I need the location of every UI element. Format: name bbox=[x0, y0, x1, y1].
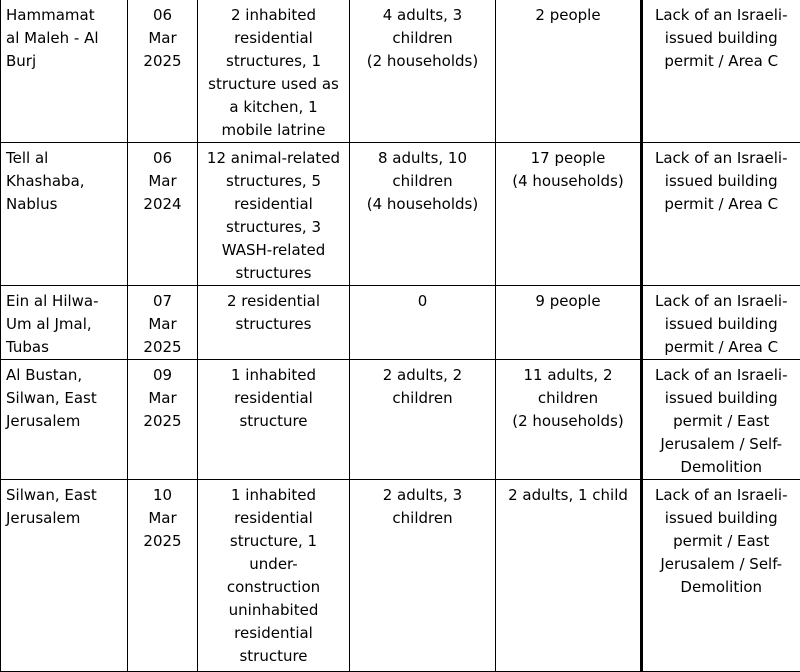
date-cell-line: Mar bbox=[133, 387, 192, 410]
reason-cell-line: issued building bbox=[648, 507, 795, 530]
table-row bbox=[1, 143, 800, 286]
date-cell bbox=[128, 286, 198, 360]
location-cell-line: Tubas bbox=[6, 336, 122, 359]
displaced-cell-line: 9 people bbox=[501, 290, 635, 313]
displaced-cell-line: (4 households) bbox=[501, 170, 635, 193]
displaced-cell bbox=[496, 360, 642, 480]
affected-cell-line: children bbox=[355, 387, 490, 410]
structures-cell-line: structures, 5 bbox=[203, 170, 344, 193]
displaced-cell-line: 2 adults, 1 child bbox=[501, 484, 635, 507]
structures-cell-line: 1 inhabited bbox=[203, 484, 344, 507]
affected-cell-line: 0 bbox=[355, 290, 490, 313]
reason-cell-line: permit / Area C bbox=[648, 193, 795, 216]
table-row bbox=[1, 360, 800, 480]
reason-cell-line: Demolition bbox=[648, 456, 795, 479]
structures-cell-line: structure, 1 bbox=[203, 530, 344, 553]
reason-cell-line: Jerusalem / Self- bbox=[648, 553, 795, 576]
reason-cell-line: Lack of an Israeli- bbox=[648, 4, 795, 27]
date-cell-line: 06 bbox=[133, 147, 192, 170]
location-cell-line: Al Bustan, bbox=[6, 364, 122, 387]
date-cell bbox=[128, 360, 198, 480]
location-cell-line: Silwan, East bbox=[6, 484, 122, 507]
location-cell bbox=[1, 286, 128, 360]
table-body bbox=[1, 0, 800, 672]
structures-cell-line: 12 animal-related bbox=[203, 147, 344, 170]
affected-cell bbox=[350, 143, 496, 286]
reason-cell-line: Lack of an Israeli- bbox=[648, 484, 795, 507]
date-cell-line: Mar bbox=[133, 170, 192, 193]
reason-cell-line: permit / East bbox=[648, 410, 795, 433]
displaced-cell-line: 2 people bbox=[501, 4, 635, 27]
location-cell-line: Burj bbox=[6, 50, 122, 73]
structures-cell bbox=[198, 286, 350, 360]
structures-cell-line: structure bbox=[203, 645, 344, 668]
structures-cell-line: structures bbox=[203, 313, 344, 336]
location-cell-line: Jerusalem bbox=[6, 410, 122, 433]
location-cell-line: Nablus bbox=[6, 193, 122, 216]
structures-cell-line: uninhabited bbox=[203, 599, 344, 622]
structures-cell-line: residential bbox=[203, 622, 344, 645]
date-cell-line: 2025 bbox=[133, 50, 192, 73]
affected-cell-line: 8 adults, 10 bbox=[355, 147, 490, 170]
structures-cell-line: under- bbox=[203, 553, 344, 576]
reason-cell-line: Lack of an Israeli- bbox=[648, 147, 795, 170]
location-cell bbox=[1, 143, 128, 286]
displaced-cell-line: 11 adults, 2 bbox=[501, 364, 635, 387]
structures-cell-line: structures, 3 bbox=[203, 216, 344, 239]
location-cell bbox=[1, 480, 128, 672]
affected-cell bbox=[350, 480, 496, 672]
date-cell-line: Mar bbox=[133, 507, 192, 530]
structures-cell-line: residential bbox=[203, 27, 344, 50]
date-cell-line: 09 bbox=[133, 364, 192, 387]
table-row bbox=[1, 480, 800, 672]
date-cell-line: 2025 bbox=[133, 530, 192, 553]
affected-cell bbox=[350, 360, 496, 480]
reason-cell-line: Demolition bbox=[648, 576, 795, 599]
structures-cell-line: structure bbox=[203, 410, 344, 433]
reason-cell-line: issued building bbox=[648, 27, 795, 50]
location-cell-line: Khashaba, bbox=[6, 170, 122, 193]
structures-cell-line: structures, 1 bbox=[203, 50, 344, 73]
structures-cell-line: structure used as bbox=[203, 73, 344, 96]
structures-cell-line: residential bbox=[203, 507, 344, 530]
structures-cell bbox=[198, 143, 350, 286]
reason-cell-line: permit / Area C bbox=[648, 50, 795, 73]
structures-cell-line: residential bbox=[203, 193, 344, 216]
location-cell bbox=[1, 0, 128, 143]
reason-cell-line: permit / East bbox=[648, 530, 795, 553]
location-cell-line: Hammamat bbox=[6, 4, 122, 27]
reason-cell-line: issued building bbox=[648, 313, 795, 336]
reason-cell-line: issued building bbox=[648, 387, 795, 410]
reason-cell-line: permit / Area C bbox=[648, 336, 795, 359]
reason-cell bbox=[642, 0, 800, 143]
location-cell-line: al Maleh - Al bbox=[6, 27, 122, 50]
location-cell-line: Jerusalem bbox=[6, 507, 122, 530]
structures-cell bbox=[198, 360, 350, 480]
structures-cell-line: residential bbox=[203, 387, 344, 410]
structures-cell-line: a kitchen, 1 bbox=[203, 96, 344, 119]
reason-cell bbox=[642, 480, 800, 672]
structures-cell-line: structures bbox=[203, 262, 344, 285]
reason-cell bbox=[642, 143, 800, 286]
location-cell-line: Tell al bbox=[6, 147, 122, 170]
date-cell-line: 10 bbox=[133, 484, 192, 507]
affected-cell-line: children bbox=[355, 27, 490, 50]
table-row bbox=[1, 0, 800, 143]
displaced-cell-line: (2 households) bbox=[501, 410, 635, 433]
affected-cell-line: children bbox=[355, 507, 490, 530]
date-cell bbox=[128, 480, 198, 672]
displaced-cell-line: children bbox=[501, 387, 635, 410]
affected-cell bbox=[350, 0, 496, 143]
structures-cell-line: mobile latrine bbox=[203, 119, 344, 142]
date-cell-line: Mar bbox=[133, 313, 192, 336]
date-cell-line: Mar bbox=[133, 27, 192, 50]
date-cell-line: 2025 bbox=[133, 336, 192, 359]
displaced-cell bbox=[496, 480, 642, 672]
affected-cell-line: 2 adults, 3 bbox=[355, 484, 490, 507]
affected-cell-line: (2 households) bbox=[355, 50, 490, 73]
structures-cell-line: 2 inhabited bbox=[203, 4, 344, 27]
affected-cell-line: 4 adults, 3 bbox=[355, 4, 490, 27]
date-cell-line: 06 bbox=[133, 4, 192, 27]
location-cell-line: Um al Jmal, bbox=[6, 313, 122, 336]
affected-cell-line: (4 households) bbox=[355, 193, 490, 216]
displaced-cell bbox=[496, 143, 642, 286]
affected-cell-line: children bbox=[355, 170, 490, 193]
date-cell bbox=[128, 143, 198, 286]
reason-cell-line: Lack of an Israeli- bbox=[648, 364, 795, 387]
location-cell-line: Silwan, East bbox=[6, 387, 122, 410]
structures-cell bbox=[198, 0, 350, 143]
structures-cell bbox=[198, 480, 350, 672]
structures-cell-line: 1 inhabited bbox=[203, 364, 344, 387]
affected-cell-line: 2 adults, 2 bbox=[355, 364, 490, 387]
displaced-cell bbox=[496, 0, 642, 143]
date-cell-line: 07 bbox=[133, 290, 192, 313]
date-cell bbox=[128, 0, 198, 143]
reason-cell-line: Lack of an Israeli- bbox=[648, 290, 795, 313]
table-row bbox=[1, 286, 800, 360]
structures-cell-line: construction bbox=[203, 576, 344, 599]
displaced-cell-line: 17 people bbox=[501, 147, 635, 170]
reason-cell-line: issued building bbox=[648, 170, 795, 193]
date-cell-line: 2024 bbox=[133, 193, 192, 216]
location-cell-line: Ein al Hilwa- bbox=[6, 290, 122, 313]
reason-cell bbox=[642, 360, 800, 480]
reason-cell-line: Jerusalem / Self- bbox=[648, 433, 795, 456]
location-cell bbox=[1, 360, 128, 480]
structures-cell-line: 2 residential bbox=[203, 290, 344, 313]
structures-cell-line: WASH-related bbox=[203, 239, 344, 262]
affected-cell bbox=[350, 286, 496, 360]
date-cell-line: 2025 bbox=[133, 410, 192, 433]
displaced-cell bbox=[496, 286, 642, 360]
reason-cell bbox=[642, 286, 800, 360]
